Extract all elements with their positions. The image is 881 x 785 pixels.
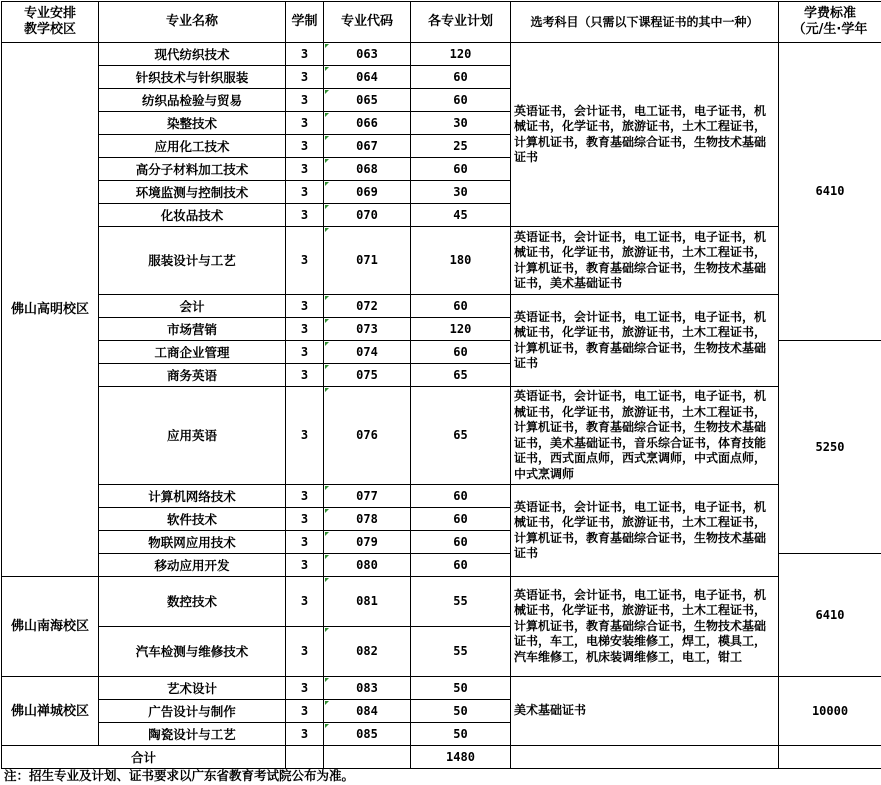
major-code: 080 xyxy=(324,554,411,577)
major-name: 软件技术 xyxy=(99,508,286,531)
major-plan: 45 xyxy=(411,204,511,227)
major-plan: 60 xyxy=(411,508,511,531)
table-row xyxy=(2,43,881,66)
major-code: 084 xyxy=(324,700,411,723)
major-code: 072 xyxy=(324,295,411,318)
major-code: 079 xyxy=(324,531,411,554)
header-plan: 各专业计划 xyxy=(411,2,511,43)
major-plan: 55 xyxy=(411,577,511,627)
campus-cell-gaoming: 佛山高明校区 xyxy=(2,43,99,577)
major-name: 化妆品技术 xyxy=(99,204,286,227)
major-years: 3 xyxy=(286,295,324,318)
major-years: 3 xyxy=(286,387,324,485)
major-years: 3 xyxy=(286,723,324,746)
major-years: 3 xyxy=(286,627,324,677)
major-name: 工商企业管理 xyxy=(99,341,286,364)
header-campus: 专业安排 教学校区 xyxy=(2,2,99,43)
subjects-cell: 美术基础证书 xyxy=(511,677,779,746)
total-empty-cell xyxy=(779,746,881,769)
major-years: 3 xyxy=(286,577,324,627)
major-name: 数控技术 xyxy=(99,577,286,627)
footnote: 注：招生专业及计划、证书要求以广东省教育考试院公布为准。 xyxy=(4,768,355,783)
tuition-cell: 10000 xyxy=(779,677,881,746)
major-years: 3 xyxy=(286,181,324,204)
major-name: 应用化工技术 xyxy=(99,135,286,158)
major-code: 078 xyxy=(324,508,411,531)
major-code: 085 xyxy=(324,723,411,746)
major-plan: 30 xyxy=(411,181,511,204)
major-name: 针织技术与针织服装 xyxy=(99,66,286,89)
major-name: 现代纺织技术 xyxy=(99,43,286,66)
major-code: 064 xyxy=(324,66,411,89)
major-name: 商务英语 xyxy=(99,364,286,387)
table-row xyxy=(2,677,881,700)
major-name: 汽车检测与维修技术 xyxy=(99,627,286,677)
table-row xyxy=(2,295,881,318)
major-years: 3 xyxy=(286,66,324,89)
major-plan: 60 xyxy=(411,89,511,112)
subjects-cell: 英语证书，会计证书，电工证书，电子证书，机械证书，化学证书，旅游证书，土木工程证书，计算机证书，教育基础综合证书，生物技术基础证书 xyxy=(511,485,779,577)
major-name: 陶瓷设计与工艺 xyxy=(99,723,286,746)
major-code: 073 xyxy=(324,318,411,341)
major-years: 3 xyxy=(286,700,324,723)
major-code: 066 xyxy=(324,112,411,135)
table-row xyxy=(2,227,881,295)
major-name: 染整技术 xyxy=(99,112,286,135)
major-years: 3 xyxy=(286,112,324,135)
major-plan: 30 xyxy=(411,112,511,135)
major-plan: 60 xyxy=(411,485,511,508)
major-name: 广告设计与制作 xyxy=(99,700,286,723)
header-tuition: 学费标准 （元/生·学年 xyxy=(779,2,881,43)
major-code: 077 xyxy=(324,485,411,508)
major-plan: 60 xyxy=(411,341,511,364)
major-code: 065 xyxy=(324,89,411,112)
major-years: 3 xyxy=(286,158,324,181)
enrollment-plan-table xyxy=(1,1,881,769)
major-name: 会计 xyxy=(99,295,286,318)
major-years: 3 xyxy=(286,135,324,158)
major-years: 3 xyxy=(286,43,324,66)
major-plan: 120 xyxy=(411,43,511,66)
major-code: 069 xyxy=(324,181,411,204)
major-plan: 65 xyxy=(411,364,511,387)
header-years: 学制 xyxy=(286,2,324,43)
campus-cell-nanhai: 佛山南海校区 xyxy=(2,577,99,677)
total-plan: 1480 xyxy=(411,746,511,769)
major-years: 3 xyxy=(286,485,324,508)
subjects-cell: 英语证书，会计证书，电工证书，电子证书，机械证书，化学证书，旅游证书，土木工程证书，计算机证书，教育基础综合证书，生物技术基础证书 xyxy=(511,295,779,387)
enrollment-plan-sheet xyxy=(1,1,881,769)
major-code: 063 xyxy=(324,43,411,66)
total-empty-cell xyxy=(511,746,779,769)
major-plan: 60 xyxy=(411,295,511,318)
major-years: 3 xyxy=(286,227,324,295)
major-plan: 25 xyxy=(411,135,511,158)
major-plan: 120 xyxy=(411,318,511,341)
major-name: 高分子材料加工技术 xyxy=(99,158,286,181)
header-subjects: 选考科目（只需以下课程证书的其中一种） xyxy=(511,2,779,43)
tuition-cell: 6410 xyxy=(779,43,881,341)
major-years: 3 xyxy=(286,341,324,364)
major-years: 3 xyxy=(286,204,324,227)
major-name: 移动应用开发 xyxy=(99,554,286,577)
header-major-name: 专业名称 xyxy=(99,2,286,43)
major-code: 067 xyxy=(324,135,411,158)
table-row xyxy=(2,485,881,508)
major-code: 082 xyxy=(324,627,411,677)
major-name: 纺织品检验与贸易 xyxy=(99,89,286,112)
major-plan: 65 xyxy=(411,387,511,485)
major-code: 081 xyxy=(324,577,411,627)
major-name: 服装设计与工艺 xyxy=(99,227,286,295)
header-row xyxy=(2,2,881,43)
subjects-cell: 英语证书，会计证书，电工证书，电子证书，机械证书，化学证书，旅游证书，土木工程证书，计算机证书，教育基础综合证书，生物技术基础证书，美术基础证书 xyxy=(511,227,779,295)
major-plan: 50 xyxy=(411,677,511,700)
major-plan: 60 xyxy=(411,158,511,181)
major-code: 071 xyxy=(324,227,411,295)
major-code: 075 xyxy=(324,364,411,387)
major-plan: 180 xyxy=(411,227,511,295)
major-code: 068 xyxy=(324,158,411,181)
major-years: 3 xyxy=(286,89,324,112)
major-name: 计算机网络技术 xyxy=(99,485,286,508)
major-name: 艺术设计 xyxy=(99,677,286,700)
major-years: 3 xyxy=(286,364,324,387)
major-years: 3 xyxy=(286,677,324,700)
major-plan: 60 xyxy=(411,554,511,577)
major-code: 083 xyxy=(324,677,411,700)
major-name: 环境监测与控制技术 xyxy=(99,181,286,204)
tuition-cell: 6410 xyxy=(779,554,881,677)
major-code: 070 xyxy=(324,204,411,227)
subjects-cell: 英语证书，会计证书，电工证书，电子证书，机械证书，化学证书，旅游证书，土木工程证书，计算机证书，教育基础综合证书，生物技术基础证书，车工，电梯安装维修工，焊工，模具工，汽车维修工，机床装调维修工，电工，钳工 xyxy=(511,577,779,677)
total-label: 合计 xyxy=(2,746,286,769)
subjects-cell: 英语证书，会计证书，电工证书，电子证书，机械证书，化学证书，旅游证书，土木工程证书，计算机证书，教育基础综合证书，生物技术基础证书 xyxy=(511,43,779,227)
table-row xyxy=(2,387,881,485)
table-row xyxy=(2,577,881,627)
major-plan: 60 xyxy=(411,66,511,89)
major-name: 市场营销 xyxy=(99,318,286,341)
subjects-cell: 英语证书，会计证书，电工证书，电子证书，机械证书，化学证书，旅游证书，土木工程证书，计算机证书，教育基础综合证书，生物技术基础证书，美术基础证书，音乐综合证书，体育技能证书，西式面点师，西式烹调师，中式面点师，中式烹调师 xyxy=(511,387,779,485)
major-code: 076 xyxy=(324,387,411,485)
major-name: 应用英语 xyxy=(99,387,286,485)
major-years: 3 xyxy=(286,318,324,341)
major-plan: 50 xyxy=(411,723,511,746)
major-plan: 55 xyxy=(411,627,511,677)
major-plan: 60 xyxy=(411,531,511,554)
campus-cell-chancheng: 佛山禅城校区 xyxy=(2,677,99,746)
major-years: 3 xyxy=(286,508,324,531)
major-plan: 50 xyxy=(411,700,511,723)
tuition-cell: 5250 xyxy=(779,341,881,554)
header-major-code: 专业代码 xyxy=(324,2,411,43)
major-years: 3 xyxy=(286,554,324,577)
major-name: 物联网应用技术 xyxy=(99,531,286,554)
major-years: 3 xyxy=(286,531,324,554)
major-code: 074 xyxy=(324,341,411,364)
